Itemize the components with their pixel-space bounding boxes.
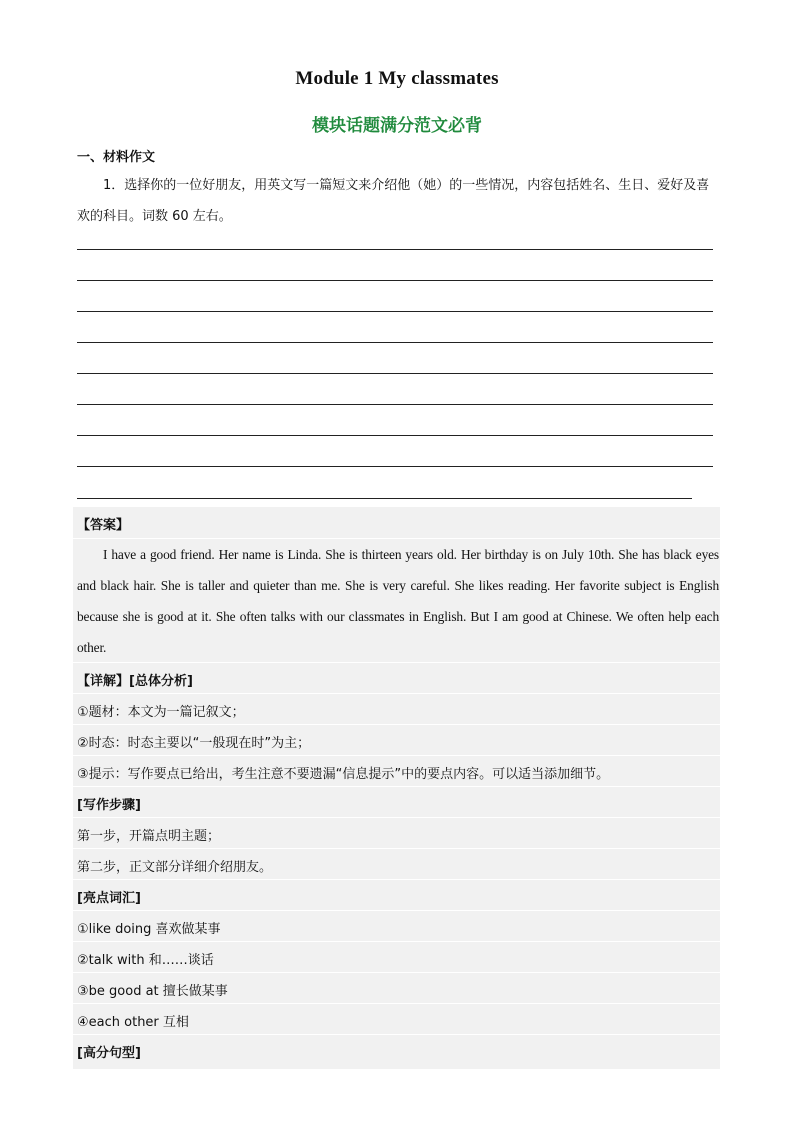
section-heading: 一、材料作文 [77, 150, 156, 165]
page-subtitle: 模块话题满分范文必背 [312, 116, 482, 136]
row-divider [73, 1003, 720, 1004]
vocab-item: ①like doing 喜欢做某事 [77, 922, 221, 937]
step-item: 第一步，开篇点明主题； [77, 829, 221, 844]
writing-line [77, 342, 713, 343]
writing-line [77, 498, 692, 499]
detail-label: 【详解】[总体分析] [77, 674, 193, 689]
row-divider [73, 755, 720, 756]
writing-line [77, 373, 713, 374]
row-divider [73, 817, 720, 818]
analysis-item: ③提示：写作要点已给出，考生注意不要遗漏“信息提示”中的要点内容。可以适当添加细节。 [77, 767, 610, 782]
row-divider [73, 941, 720, 942]
writing-line [77, 280, 713, 281]
row-divider [73, 879, 720, 880]
page-title: Module 1 My classmates [295, 68, 499, 89]
writing-line [77, 404, 713, 405]
steps-label: [写作步骤] [77, 798, 141, 813]
vocab-label: [亮点词汇] [77, 891, 141, 906]
writing-line [77, 466, 713, 467]
writing-line [77, 311, 713, 312]
answer-label: 【答案】 [77, 518, 130, 533]
model-essay: I have a good friend. Her name is Linda. She is thirteen years old. Her birthday is on July 10th. She has black eyes and black hair. She is taller and quieter than me. She is very careful. She likes reading. Her favorite subject is English because she is good at it. She often talks with our classmates in English. But I am good at Chinese. We often help each other. [77, 547, 719, 655]
row-divider [73, 1034, 720, 1035]
row-divider [73, 693, 720, 694]
row-divider [73, 724, 720, 725]
step-item: 第二步，正文部分详细介绍朋友。 [77, 860, 273, 875]
row-divider [73, 972, 720, 973]
row-divider [73, 786, 720, 787]
question-text: 1．选择你的一位好朋友，用英文写一篇短文来介绍他（她）的一些情况，内容包括姓名、生日、爱好及喜欢的科目。词数 60 左右。 [77, 178, 710, 224]
row-divider [73, 848, 720, 849]
vocab-item: ④each other 互相 [77, 1015, 189, 1030]
writing-line [77, 435, 713, 436]
analysis-item: ②时态：时态主要以“一般现在时”为主； [77, 736, 311, 751]
analysis-item: ①题材：本文为一篇记叙文； [77, 705, 245, 720]
row-divider [73, 910, 720, 911]
vocab-item: ②talk with 和……谈话 [77, 953, 214, 968]
sentences-label: [高分句型] [77, 1046, 141, 1061]
writing-line [77, 249, 713, 250]
vocab-item: ③be good at 擅长做某事 [77, 984, 228, 999]
